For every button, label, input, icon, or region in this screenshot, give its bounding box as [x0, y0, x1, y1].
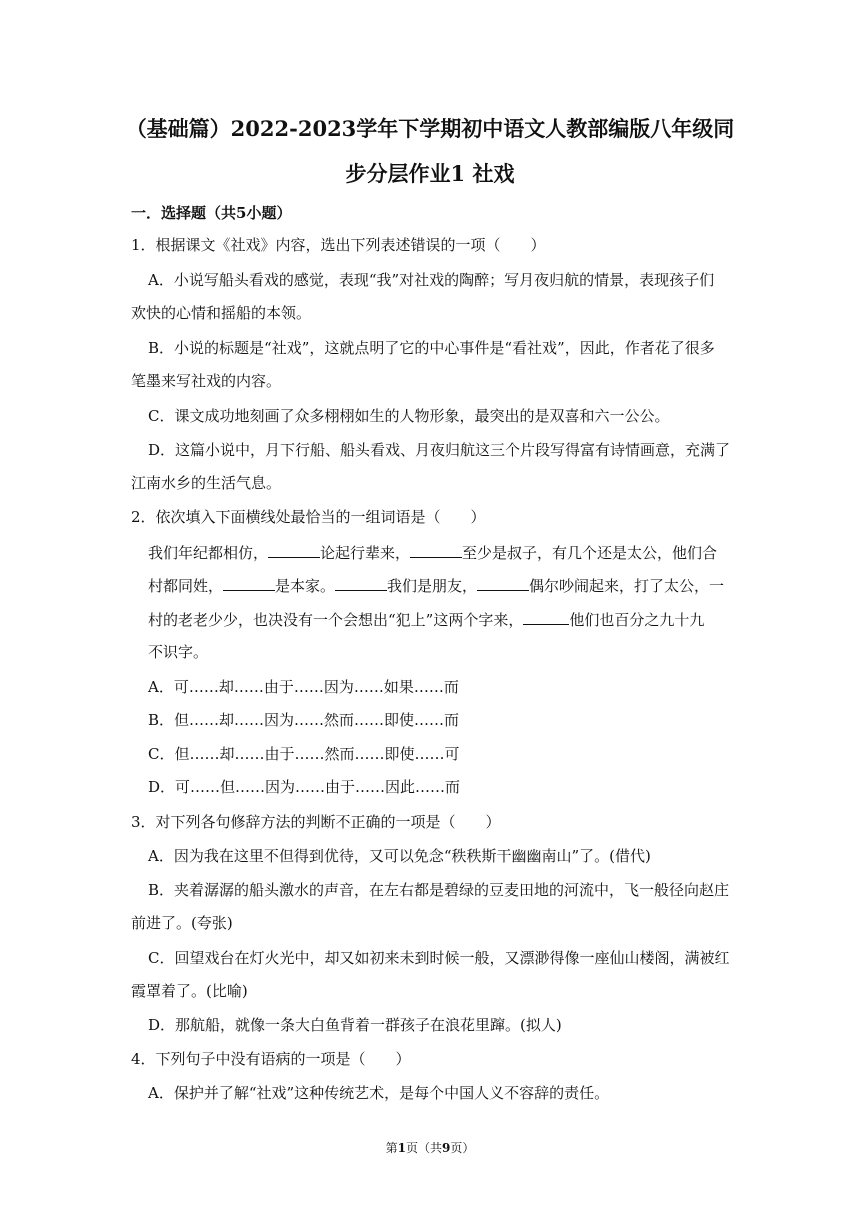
question-2-passage-line-2 [148, 575, 724, 596]
question-1-option-c: C．课文成功地刻画了众多栩栩如生的人物形象，最突出的是双喜和六一公公。 [148, 407, 670, 425]
fill-blank [335, 575, 387, 591]
question-3-option-b-line-1: B．夹着潺潺的船头激水的声音，在左右都是碧绿的豆麦田地的河流中，飞一般径向赵庄 [148, 881, 730, 899]
total-pages-number: 9 [442, 1141, 451, 1155]
question-3-option-b-line-2: 前进了。(夸张) [131, 914, 233, 932]
question-2-passage-line-4: 不识字。 [148, 643, 209, 661]
question-2-option-d: D．可……但……因为……由于……因此……而 [148, 778, 461, 796]
question-1-option-d-line-2: 江南水乡的生活气息。 [131, 474, 282, 492]
question-2-option-c: C．但……却……由于……然而……即使……可 [148, 745, 460, 763]
passage-text: 偶尔吵闹起来，打了太公，一 [529, 577, 725, 595]
current-page-number: 1 [397, 1141, 406, 1155]
passage-text: 是本家。 [275, 577, 336, 595]
passage-text: 至少是叔子，有几个还是太公，他们合 [462, 544, 718, 562]
fill-blank [268, 542, 320, 558]
footer-prefix: 第 [385, 1141, 398, 1155]
question-2-stem: 2．依次填入下面横线处最恰当的一组词语是（ ） [131, 508, 486, 526]
passage-text: 我们是朋友， [387, 577, 478, 595]
question-3-option-c-line-1: C．回望戏台在灯火光中，却又如初来未到时候一般，又漂渺得像一座仙山楼阁，满被红 [148, 949, 730, 967]
question-3-option-d: D．那航船，就像一条大白鱼背着一群孩子在浪花里蹿。(拟人) [148, 1016, 562, 1034]
fill-blank [223, 575, 275, 591]
question-2-option-a: A．可……却……由于……因为……如果……而 [148, 678, 459, 696]
fill-blank [410, 542, 462, 558]
passage-text: 村的老老少少，也决没有一个会想出“犯上”这两个字来， [148, 611, 524, 629]
question-3-option-a: A．因为我在这里不但得到优待，又可以免念“秩秩斯干幽幽南山”了。(借代) [148, 847, 651, 865]
question-1-option-d-line-1: D．这篇小说中，月下行船、船头看戏、月夜归航这三个片段写得富有诗情画意，充满了 [148, 441, 731, 459]
question-1-stem: 1．根据课文《社戏》内容，选出下列表述错误的一项（ ） [131, 236, 546, 254]
section-heading: 一．选择题（共5小题） [131, 204, 292, 222]
passage-text: 我们年纪都相仿， [148, 544, 269, 562]
question-4-stem: 4．下列句子中没有语病的一项是（ ） [131, 1050, 411, 1068]
footer-suffix: 页） [450, 1141, 475, 1155]
footer-middle: 页（共 [405, 1141, 442, 1155]
passage-text: 论起行辈来， [320, 544, 411, 562]
fill-blank [477, 575, 529, 591]
page-footer [0, 1140, 860, 1156]
document-title-line-1: （基础篇）2022-2023学年下学期初中语文人教部编版八年级同 [125, 116, 735, 141]
passage-text: 村都同姓， [148, 577, 224, 595]
question-1-option-a-line-1: A．小说写船头看戏的感觉，表现“我”对社戏的陶醉；写月夜归航的情景，表现孩子们 [148, 271, 715, 289]
question-2-option-b: B．但……却……因为……然而……即使……而 [148, 711, 460, 729]
document-title-line-2: 步分层作业1 社戏 [345, 161, 515, 186]
question-4-option-a: A．保护并了解“社戏”这种传统艺术，是每个中国人义不容辞的责任。 [148, 1084, 610, 1102]
question-2-passage-line-3 [148, 609, 704, 630]
question-3-option-c-line-2: 霞罩着了。(比喻) [131, 982, 248, 1000]
question-1-option-b-line-1: B．小说的标题是“社戏”，这就点明了它的中心事件是“看社戏”，因此，作者花了很多 [148, 339, 715, 357]
question-2-passage-line-1 [148, 542, 717, 563]
passage-text: 他们也百分之九十九 [569, 611, 705, 629]
question-1-option-b-line-2: 笔墨来写社戏的内容。 [131, 372, 282, 390]
question-3-stem: 3．对下列各句修辞方法的判断不正确的一项是（ ） [131, 813, 501, 831]
fill-blank [523, 609, 569, 625]
question-1-option-a-line-2: 欢快的心情和摇船的本领。 [131, 304, 312, 322]
